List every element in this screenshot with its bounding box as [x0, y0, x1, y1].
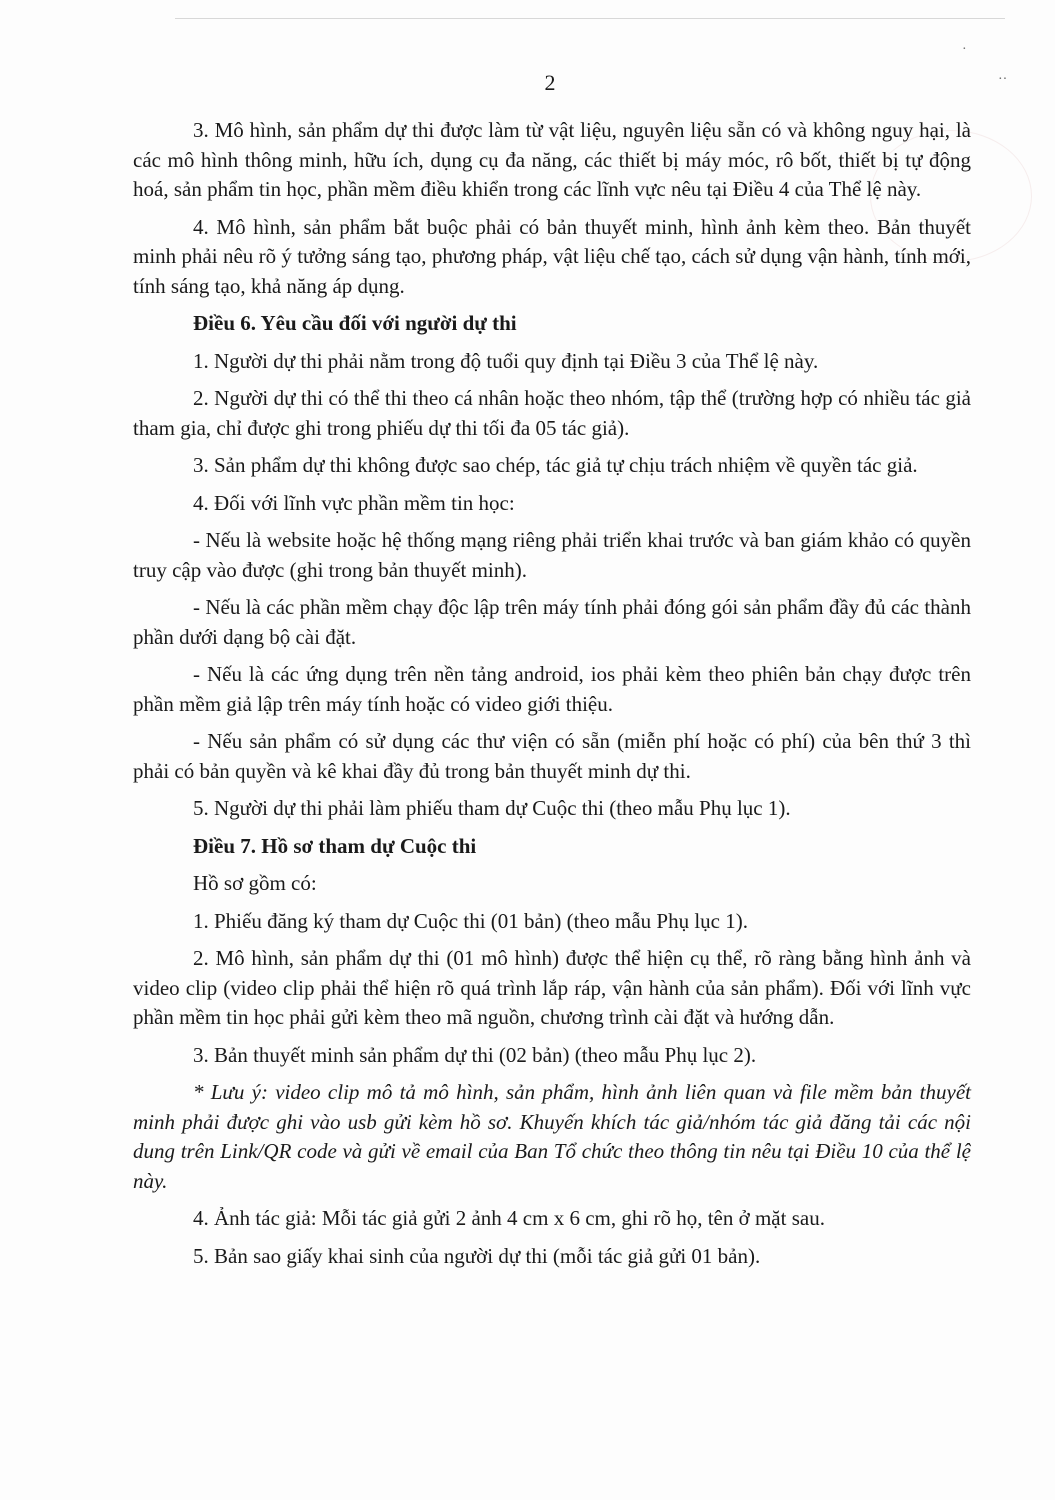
clause-6-1: 1. Người dự thi phải nằm trong độ tuổi quy định tại Điều 3 của Thể lệ này. [193, 348, 819, 373]
clause-6-4: 4. Đối với lĩnh vực phần mềm tin học: [193, 490, 515, 515]
clause-7-2: 2. Mô hình, sản phẩm dự thi (01 mô hình) được thể hiện cụ thể, rõ ràng bằng hình ảnh và video clip (video clip phải thể hiện rõ quá trình lắp ráp, vận hành của sản phẩm). Đối với lĩnh vực phần mềm tin học phải gửi kèm theo mã nguồn, chương trình cài đặt và hướng dẫn. [133, 946, 971, 1029]
scan-edge-line [175, 18, 1005, 19]
note-paragraph: * Lưu ý: video clip mô tả mô hình, sản phẩm, hình ảnh liên quan và file mềm bản thuyết minh phải được ghi vào usb gửi kèm hồ sơ. Khuyến khích tác giả/nhóm tác giả đăng tải các nội dung trên Link/QR code và gửi về email của Ban Tổ chức theo thông tin nêu tại Điều 10 của thể lệ này. [133, 1080, 971, 1193]
clause-6-4-website: - Nếu là website hoặc hệ thống mạng riêng phải triển khai trước và ban giám khảo có quyền truy cập vào được (ghi trong bản thuyết minh). [133, 528, 971, 582]
clause-6-4-standalone: - Nếu là các phần mềm chạy độc lập trên máy tính phải đóng gói sản phẩm đầy đủ các thành phần dưới dạng bộ cài đặt. [133, 595, 971, 649]
document-body [133, 116, 971, 1279]
clause-7-1: 1. Phiếu đăng ký tham dự Cuộc thi (01 bản) (theo mẫu Phụ lục 1). [193, 908, 748, 933]
article-7-heading: Điều 7. Hồ sơ tham dự Cuộc thi [193, 833, 477, 858]
scan-speck: ·· [998, 72, 1008, 87]
clause-6-3: 3. Sản phẩm dự thi không được sao chép, tác giả tự chịu trách nhiệm về quyền tác giả. [193, 453, 918, 477]
clause-5-4: 4. Mô hình, sản phẩm bắt buộc phải có bản thuyết minh, hình ảnh kèm theo. Bản thuyết minh phải nêu rõ ý tưởng sáng tạo, phương pháp, vật liệu chế tạo, cách sử dụng vận hành, tính mới, tính sáng tạo, khả năng áp dụng. [133, 214, 971, 298]
clause-7-3: 3. Bản thuyết minh sản phẩm dự thi (02 bản) (theo mẫu Phụ lục 2). [193, 1042, 757, 1067]
clause-6-4-libraries: - Nếu sản phẩm có sử dụng các thư viện có sẵn (miễn phí hoặc có phí) của bên thứ 3 thì phải có bản quyền và kê khai đầy đủ trong bản thuyết minh dự thi. [133, 729, 971, 783]
clause-5-3: 3. Mô hình, sản phẩm dự thi được làm từ vật liệu, nguyên liệu sẵn có và không nguy hại, là các mô hình thông minh, hữu ích, dụng cụ đa năng, các thiết bị máy móc, rô bốt, thiết bị tự động hoá, sản phẩm tin học, phần mềm điều khiển trong các lĩnh vực nêu tại Điều 4 của Thể lệ này. [133, 118, 971, 201]
clause-6-4-mobile: - Nếu là các ứng dụng trên nền tảng android, ios phải kèm theo phiên bản chạy được trên phần mềm giả lập trên máy tính hoặc có video giới thiệu. [133, 662, 971, 716]
clause-6-5: 5. Người dự thi phải làm phiếu tham dự Cuộc thi (theo mẫu Phụ lục 1). [193, 796, 791, 820]
article-6-heading: Điều 6. Yêu cầu đối với người dự thi [193, 311, 517, 335]
page-number: 2 [544, 70, 556, 95]
clause-6-2: 2. Người dự thi có thể thi theo cá nhân hoặc theo nhóm, tập thể (trường hợp có nhiều tác giả tham gia, chỉ được ghi trong phiếu dự thi tối đa 05 tác giả). [133, 386, 971, 440]
scan-speck: · [962, 42, 967, 57]
clause-7-4: 4. Ảnh tác giả: Mỗi tác giả gửi 2 ảnh 4 cm x 6 cm, ghi rõ họ, tên ở mặt sau. [193, 1206, 825, 1230]
clause-7-5: 5. Bản sao giấy khai sinh của người dự thi (mỗi tác giả gửi 01 bản). [193, 1243, 761, 1268]
dossier-intro: Hồ sơ gồm có: [193, 871, 317, 895]
